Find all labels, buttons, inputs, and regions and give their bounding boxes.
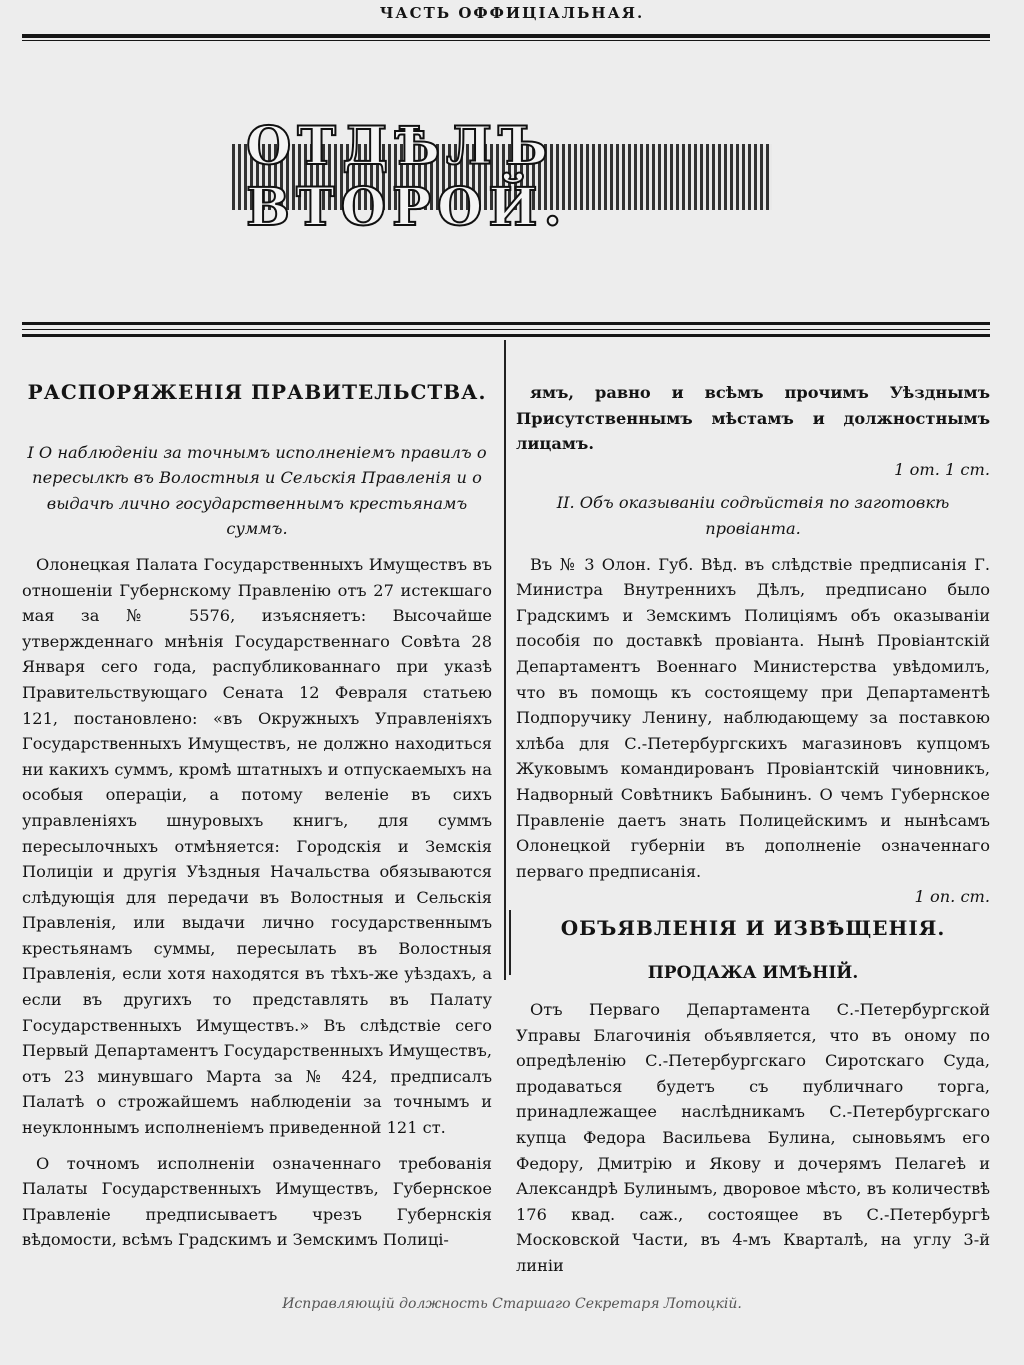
paragraph: Въ № 3 Олон. Губ. Вѣд. въ слѣдствіе предписанія Г. Министра Внутреннихъ Дѣлъ, предписано было Градскимъ и Земскимъ Полиціямъ объ оказываніи пособія по доставкѣ провіанта. Нынѣ Провіантскій Департаментъ Военнаго Министерства увѣдомилъ, что въ помощь къ состоящему при Департаментѣ Подпоручику Ленину, наблюдающему за поставкою хлѣба для С.-Петербургскихъ магазиновъ купцомъ Жуковымъ командированъ Провіантскій чиновникъ, Надворный Совѣтникъ Бабынинъ. О чемъ Губернское Правленіе даетъ знать Полицейскимъ и нынѣсамъ Олонецкой губерніи въ дополненіе означеннаго перваго предписанія. (516, 554, 990, 881)
item-title: I О наблюденіи за точнымъ исполненіемъ правилъ о пересылкѣ въ Волостныя и Сельскія Правленія и о выдачѣ лично государственнымъ крестьянамъ суммъ. (27, 442, 487, 539)
subsection-title: ПРОДАЖА ИМѢНІЙ. (647, 963, 859, 984)
page-header: ЧАСТЬ ОФФИЦІАЛЬНАЯ. (379, 4, 645, 22)
paragraph: ямъ, равно и всѣмъ прочимъ Уѣзднымъ Присутственнымъ мѣстамъ и должностнымъ лицамъ. (516, 383, 990, 454)
section-title-announcements: ОБЪЯВЛЕНІЯ И ИЗВѢЩЕНІЯ. (560, 915, 946, 940)
top-rule-thin (22, 40, 990, 41)
right-column (516, 380, 990, 1279)
mid-rule-thin (22, 329, 990, 330)
reference-note: 1 оп. ст. (914, 887, 990, 907)
top-rule (22, 34, 990, 38)
item-title: II. Объ оказываніи содѣйствія по заготовкѣ провіанта. (556, 493, 950, 538)
paragraph: О точномъ исполненіи означеннаго требованія Палаты Государственныхъ Имуществъ, Губернское Правленіе предписываетъ чрезъ Губернскія вѣдомости, всѣмъ Градскимъ и Земскимъ Полиці- (22, 1153, 492, 1250)
section-title-government-orders: РАСПОРЯЖЕНІЯ ПРАВИТЕЛЬСТВА. (27, 380, 487, 404)
mid-rule-bottom (22, 334, 990, 337)
column-divider-lower (509, 910, 511, 975)
column-divider (504, 340, 506, 980)
banner-title: ОТДѢЛЪ ВТОРОЙ. (246, 116, 568, 238)
left-column (22, 380, 492, 1253)
section-banner (232, 116, 772, 238)
footer-signature: Исправляющій должность Старшаго Секретаря Лотоцкій. (282, 1296, 742, 1312)
paragraph: Отъ Перваго Департамента С.-Петербургской Управы Благочинія объявляется, что въ оному по опредѣленію С.-Петербургскаго Сиротскаго Суда, продаваться будетъ съ публичнаго торга, принадлежащее наслѣдникамъ С.-Петербургскаго купца Федора Васильева Булина, сыновьямъ его Федору, Дмитрію и Якову и дочерямъ Пелагеѣ и Александрѣ Булинымъ, дворовое мѣсто, въ количествѣ 176 квад. саж., состоящее въ С.-Петербургѣ Московской Части, въ 4-мъ Кварталѣ, на углу 3-й линіи (516, 1000, 990, 1275)
mid-rule (22, 322, 990, 325)
reference-note: 1 от. 1 ст. (894, 459, 990, 479)
paragraph: Олонецкая Палата Государственныхъ Имуществъ въ отношеніи Губернскому Правленію отъ 27 истекшаго мая за № 5576, изъясняетъ: Высочайше утвержденнаго мнѣнія Государственнаго Совѣта 28 Января сего года, распубликованнаго при указѣ Правительствующаго Сената 12 Февраля статьею 121, постановлено: «въ Окружныхъ Управленіяхъ Государственныхъ Имуществъ, не должно находиться ни какихъ суммъ, кромѣ штатныхъ и отпускаемыхъ на особыя операціи, а потому веленіе въ сихъ управленіяхъ шнуровыхъ книгъ, для суммъ пересылочныхъ отмѣняется: Городскія и Земскія Полиціи и другія Уѣздныя Начальства обязываются слѣдующія для передачи въ Волостныя и Сельскія Правленія, или выдачи лично государственнымъ крестьянамъ суммы, пересылать въ Волостныя Правленія, если хотя находятся въ тѣхъ-же уѣздахъ, а если въ другихъ то представлять въ Палату Государственныхъ Имуществъ.» Въ слѣдствіе сего Первый Департаментъ Государственныхъ Имуществъ, отъ 23 минувшаго Марта за № 424, предписалъ Палатѣ о строжайшемъ наблюденіи за точнымъ и неуклоннымъ исполненіемъ приведенной 121 ст. (22, 554, 492, 1138)
